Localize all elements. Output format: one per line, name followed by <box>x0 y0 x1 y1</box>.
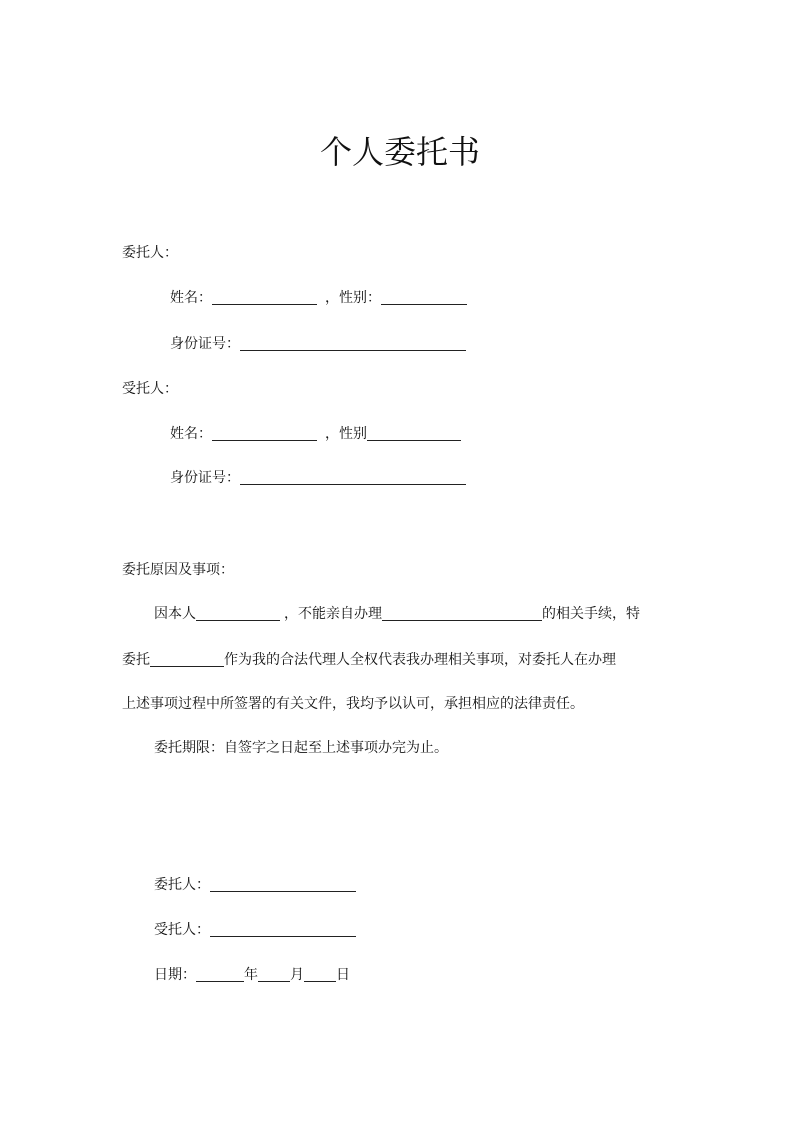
principal-id-field[interactable] <box>240 334 466 351</box>
reason-text-1c: 的相关手续，特 <box>542 606 640 622</box>
agent-id-field[interactable] <box>240 468 466 485</box>
reason-heading: 委托原因及事项： <box>122 562 234 578</box>
sign-principal-field[interactable] <box>210 875 356 892</box>
principal-name-field[interactable] <box>212 288 317 305</box>
entrusted-person-field[interactable] <box>150 650 224 667</box>
principal-name-label: 姓名： <box>170 290 212 306</box>
reason-line-2 <box>122 650 616 670</box>
agent-heading: 受托人： <box>122 381 178 397</box>
agent-gender-label: ，性别 <box>325 426 367 442</box>
sign-principal-row <box>154 875 356 895</box>
principal-id-row <box>170 334 466 354</box>
agent-name-field[interactable] <box>212 424 317 441</box>
principal-name-row <box>170 288 467 308</box>
month-label: 月 <box>290 967 304 983</box>
principal-gender-label: ，性别： <box>325 290 381 306</box>
day-label: 日 <box>336 967 350 983</box>
reason-text-1b: ，不能亲自办理 <box>284 606 382 622</box>
agent-id-label: 身份证号： <box>170 470 240 486</box>
reason-text-2b: 作为我的合法代理人全权代表我办理相关事项，对委托人在办理 <box>224 652 616 668</box>
sign-agent-label: 受托人： <box>154 922 210 938</box>
day-field[interactable] <box>304 965 336 982</box>
principal-id-label: 身份证号： <box>170 336 240 352</box>
document-title: 个人委托书 <box>319 133 480 171</box>
principal-gender-field[interactable] <box>381 288 467 305</box>
reason-field[interactable] <box>196 604 280 621</box>
reason-line-1 <box>154 604 640 624</box>
reason-text-1a: 因本人 <box>154 606 196 622</box>
sign-agent-row <box>154 920 356 940</box>
date-row <box>154 965 350 985</box>
term-text: 委托期限：自签字之日起至上述事项办完为止。 <box>154 740 448 756</box>
agent-name-row <box>170 424 461 444</box>
date-label: 日期： <box>154 967 196 983</box>
month-field[interactable] <box>258 965 290 982</box>
reason-text-2a: 委托 <box>122 652 150 668</box>
sign-principal-label: 委托人： <box>154 877 210 893</box>
year-label: 年 <box>244 967 258 983</box>
matter-field[interactable] <box>382 604 542 621</box>
reason-line-3: 上述事项过程中所签署的有关文件，我均予以认可，承担相应的法律责任。 <box>122 696 584 712</box>
principal-heading: 委托人： <box>122 245 178 261</box>
year-field[interactable] <box>196 965 244 982</box>
agent-gender-field[interactable] <box>367 424 461 441</box>
sign-agent-field[interactable] <box>210 920 356 937</box>
agent-name-label: 姓名： <box>170 426 212 442</box>
agent-id-row <box>170 468 466 488</box>
